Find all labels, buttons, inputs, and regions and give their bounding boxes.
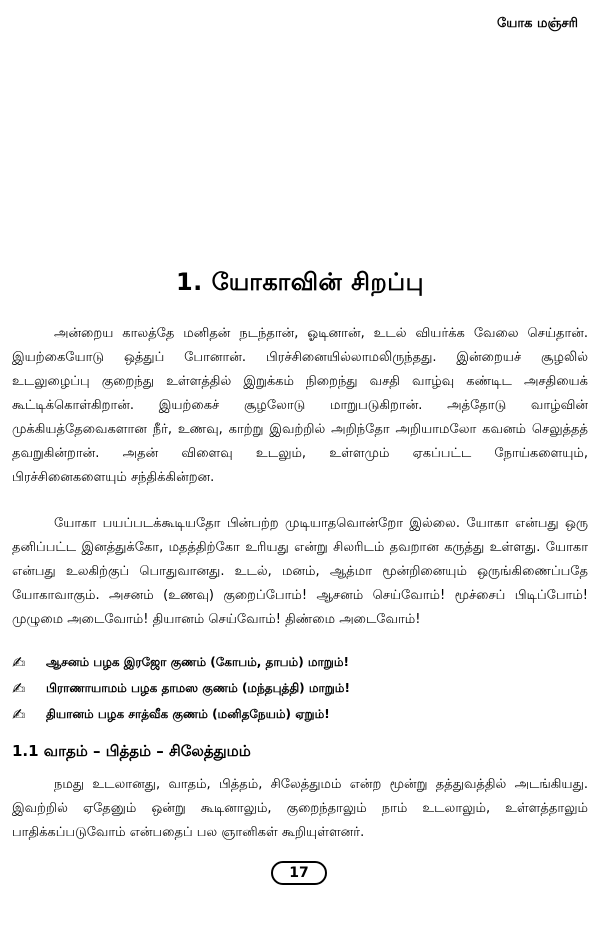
list-item-text: தியானம் பழக சாத்வீக குணம் (மனிதநேயம்) ஏறும்! [46,707,330,721]
list-item-text: பிராணாயாமம் பழக தாமஸ குணம் (மந்தபுத்தி) மாறும்! [46,681,350,695]
list-item [12,676,588,702]
page-number: 17 [271,861,327,885]
writing-hand-icon: ✍ [12,705,26,724]
section-heading: 1.1 வாதம் – பித்தம் – சிலேத்துமம் [12,742,251,760]
writing-hand-icon: ✍ [12,679,26,698]
benefits-list [12,650,588,728]
list-item-text: ஆசனம் பழக இரஜோ குணம் (கோபம், தாபம்) மாறும்! [46,655,349,669]
paragraph-three-humours: நமது உடலானது, வாதம், பித்தம், சிலேத்துமம் என்ற மூன்று தத்துவத்தில் அடங்கியது. இவற்றில் ஏதேனும் ஒன்று கூடினாலும், குறைந்தாலும் நாம் உடலாலும், உள்ளத்தாலும் பாதிக்கப்படுவோம் என்பதைப் பல ஞானிகள் கூறியுள்ளனர். [12,777,588,840]
paragraph-intro: அன்றைய காலத்தே மனிதன் நடந்தான், ஓடினான், உடல் வியர்க்க வேலை செய்தான். இயற்கையோடு ஒத்துப் போனான். பிரச்சினையில்லாமலிருந்தது. இன்றையச் சூழலில் உடலுழைப்பு குறைந்து உள்ளத்தில் இறுக்கம் நிறைந்து வசதி வாழ்வு கண்டிட அசதியைக் கூட்டிக்கொள்கிறான். இயற்கைச் சூழலோடு மாறுபடுகிறான். அத்தோடு வாழ்வின் முக்கியத்தேவைகளான நீர், உணவு, காற்று இவற்றில் அறிந்தோ அறியாமலோ கவனம் செலுத்தத் தவறுகின்றான். அதன் விளைவு உடலும், உள்ளமும் ஏகப்பட்ட நோய்களையும், பிரச்சினைகளையும் சந்திக்கின்றன. [12,326,588,485]
chapter-title: 1. யோகாவின் சிறப்பு [175,268,424,296]
paragraph-yoga-universal: யோகா பயப்படக்கூடியதோ பின்பற்ற முடியாதவொன்றோ இல்லை. யோகா என்பது ஒரு தனிப்பட்ட இனத்துக்கோ, மதத்திற்கோ உரியது என்று சிலரிடம் தவறான கருத்து உள்ளது. யோகா என்பது உலகிற்குப் பொதுவானது. உடல், மனம், ஆத்மா மூன்றினையும் ஒருங்கிணைப்பதே யோகாவாகும். அசனம் (உணவு) குறைப்போம்! ஆசனம் செய்வோம்! மூச்சைப் பிடிப்போம்! முழுமை அடைவோம்! தியானம் செய்வோம்! திண்மை அடைவோம்! [12,516,588,627]
list-item [12,702,588,728]
list-item [12,650,588,676]
running-header: யோக மஞ்சரி [497,16,578,31]
writing-hand-icon: ✍ [12,653,26,672]
